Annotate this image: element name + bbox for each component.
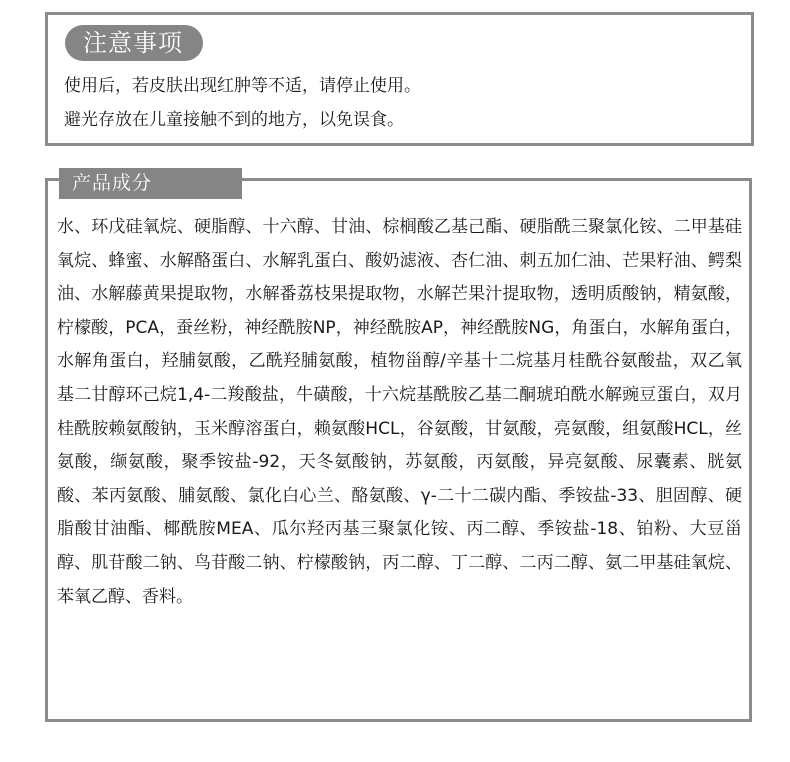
- notice-title: 注意事项: [65, 25, 203, 61]
- notice-line-1: 使用后，若皮肤出现红肿等不适，请停止使用。: [64, 76, 421, 96]
- ingredients-title: 产品成分: [59, 168, 242, 199]
- notice-line-2: 避光存放在儿童接触不到的地方，以免误食。: [64, 110, 404, 130]
- ingredients-list: 水、环戊硅氧烷、硬脂醇、十六醇、甘油、棕榈酸乙基己酯、硬脂酰三聚氯化铵、二甲基硅氧烷、蜂蜜、水解酪蛋白、水解乳蛋白、酸奶滤液、杏仁油、刺五加仁油、芒果籽油、鳄梨油、水解藤黄果提取物，水解番荔枝果提取物，水解芒果汁提取物，透明质酸钠，精氨酸，柠檬酸，PCA，蚕丝粉，神经酰胺NP，神经酰胺AP，神经酰胺NG，角蛋白，水解角蛋白，水解角蛋白，羟脯氨酸，乙酰羟脯氨酸，植物甾醇/辛基十二烷基月桂酰谷氨酸盐，双乙氧基二甘醇环己烷1,4-二羧酸盐，牛磺酸，十六烷基酰胺乙基二酮琥珀酰水解豌豆蛋白，双月桂酰胺赖氨酸钠，玉米醇溶蛋白，赖氨酸HCL，谷氨酸，甘氨酸，亮氨酸，组氨酸HCL，丝氨酸，缬氨酸，聚季铵盐-92，天冬氨酸钠，苏氨酸，丙氨酸，异亮氨酸、尿囊素、胱氨酸、苯丙氨酸、脯氨酸、氯化白心兰、酪氨酸、γ-二十二碳内酯、季铵盐-33、胆固醇、硬脂酸甘油酯、椰酰胺MEA、瓜尔羟丙基三聚氯化铵、丙二醇、季铵盐-18、铂粉、大豆甾醇、肌苷酸二钠、鸟苷酸二钠、柠檬酸钠，丙二醇、丁二醇、二丙二醇、氨二甲基硅氧烷、苯氧乙醇、香料。: [57, 217, 742, 607]
- ingredients-panel: [45, 178, 752, 722]
- notice-text: [64, 69, 421, 137]
- notice-panel: [45, 12, 754, 146]
